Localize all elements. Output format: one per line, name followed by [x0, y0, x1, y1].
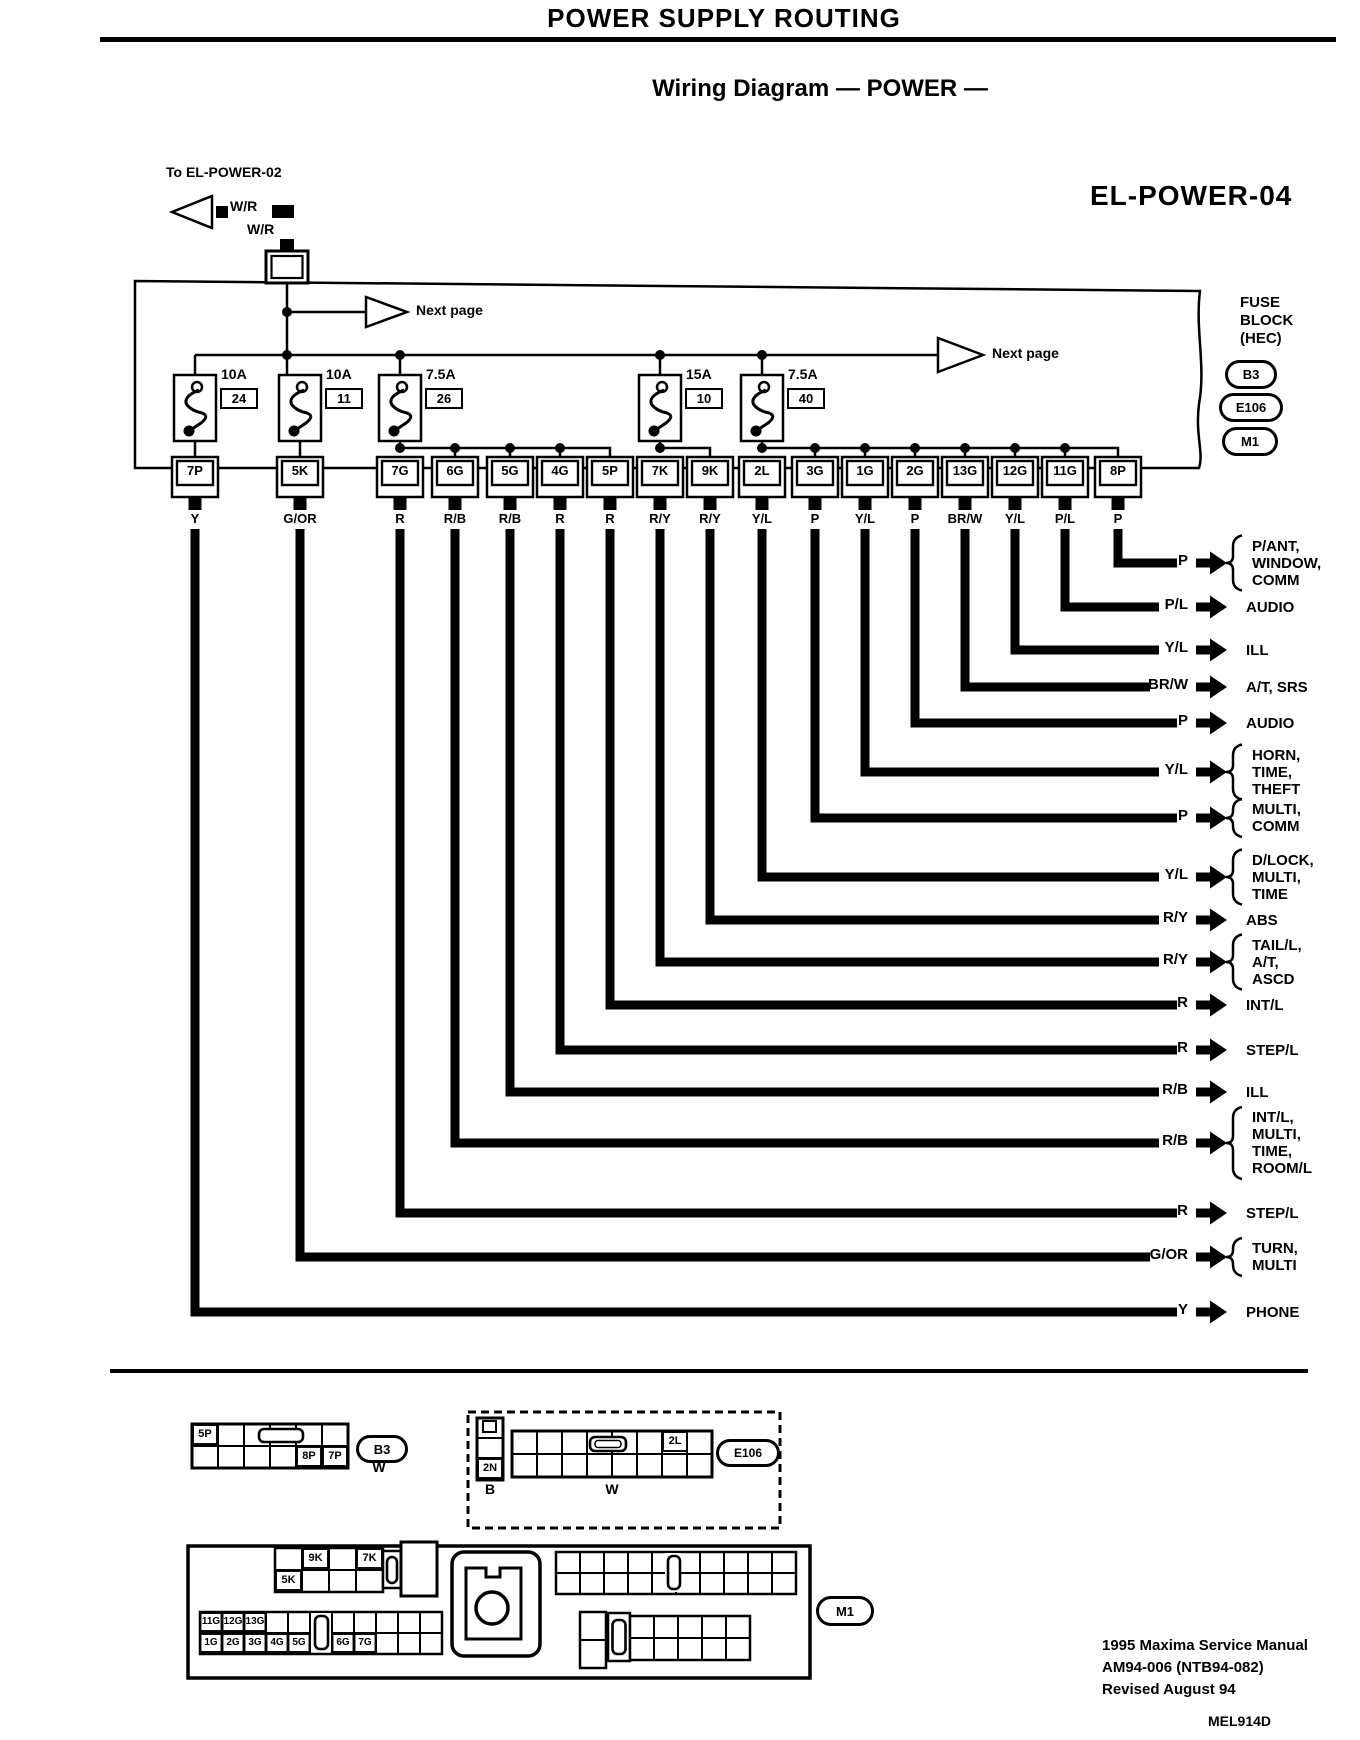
terminal-pin	[1009, 497, 1022, 510]
circuit-target-label: AUDIO	[1246, 598, 1295, 616]
pin-cell-label: 2G	[226, 1637, 240, 1648]
wire-color-label: P	[910, 511, 920, 526]
terminal-pin-label: 7P	[187, 463, 203, 478]
wire-color-label: R/Y	[699, 511, 721, 526]
brace	[1226, 1107, 1242, 1179]
terminal-pin-label: 5G	[501, 463, 519, 478]
wire-color-label: P	[810, 511, 820, 526]
junction-dot	[555, 443, 565, 453]
flow-arrow-icon	[1196, 1301, 1227, 1324]
terminal-pin-label: 2L	[754, 463, 770, 478]
circuit-wire	[400, 529, 1177, 1213]
wire-color-label: R	[555, 511, 565, 526]
terminal-pin	[1059, 497, 1072, 510]
figure-code: MEL914D	[1208, 1713, 1272, 1729]
circuit-color-label: P	[1177, 807, 1188, 824]
wire-color-label: G/OR	[283, 511, 317, 526]
circuit-color-label: Y/L	[1164, 639, 1188, 656]
circuit-target-label: TIME	[1252, 885, 1288, 903]
circuit-target-label: INT/L,	[1252, 1109, 1294, 1126]
circuit-target-label: COMM	[1252, 571, 1300, 589]
pin-cell-label: 5P	[198, 1428, 212, 1440]
flow-arrow-icon	[1196, 994, 1227, 1017]
terminal-pin	[449, 497, 462, 510]
fuse-rating-label: 15A	[686, 366, 712, 382]
circuit-target-label: TAIL/L,	[1252, 936, 1302, 954]
junction-dot	[960, 443, 970, 453]
m1-key-slot-c	[668, 1556, 680, 1589]
terminal-pin-label: 4G	[551, 463, 569, 478]
junction-dot	[810, 443, 820, 453]
b3-key-slot	[259, 1429, 303, 1442]
wire-color-label: R/B	[498, 511, 522, 526]
terminal-pin-label: 13G	[952, 463, 978, 478]
junction-dot	[655, 350, 665, 360]
pin-cell-label: 3G	[248, 1637, 262, 1648]
terminal-pin	[504, 497, 517, 510]
wire-pin	[216, 206, 228, 218]
circuit-color-label: R	[1177, 1039, 1188, 1056]
fuse-block-label-line3: (HEC)	[1240, 330, 1282, 347]
circuit-target-label: MULTI,	[1252, 1126, 1301, 1143]
circuit-target-label: TIME,	[1252, 763, 1292, 781]
circuit-target-label: STEP/L	[1246, 1041, 1299, 1059]
circuit-target-label: P/ANT,	[1252, 537, 1300, 555]
terminal-pin	[604, 497, 617, 510]
terminal-pin-label: 7K	[651, 463, 669, 478]
pin-cell-label: 4G	[270, 1637, 284, 1648]
junction-dot	[1010, 443, 1020, 453]
prev-page-arrow-icon	[172, 196, 212, 228]
terminal-pin	[959, 497, 972, 510]
brace	[1226, 935, 1242, 990]
terminal-pin-label: 1G	[856, 463, 874, 478]
wire-color-label: P/L	[1054, 511, 1076, 526]
circuit-color-label: Y/L	[1164, 761, 1188, 778]
terminal-pin-label: 2G	[906, 463, 924, 478]
pin-cell-label: 7P	[328, 1450, 342, 1462]
circuit-target-label: PHONE	[1246, 1303, 1300, 1321]
fuse-element	[649, 426, 660, 437]
terminal-pin	[809, 497, 822, 510]
pin-cell-label: 12G	[223, 1616, 243, 1627]
b3-color-code: W	[372, 1459, 386, 1475]
terminal-pin	[554, 497, 567, 510]
terminal-pin	[189, 497, 202, 510]
flow-arrow-icon	[1196, 1246, 1227, 1269]
pin-cell-label: 11G	[201, 1616, 221, 1627]
m1-ref-badge: M1	[816, 1596, 874, 1626]
fuse-rating-label: 7.5A	[788, 366, 818, 382]
circuit-target-label: A/T, SRS	[1246, 678, 1308, 696]
flow-arrow-icon	[1196, 712, 1227, 735]
fuse-element	[751, 426, 762, 437]
pin-cell-label: 7G	[358, 1637, 372, 1648]
circuit-color-label: R	[1177, 994, 1188, 1011]
connector-pin	[280, 239, 294, 251]
pin-cell-label: 2N	[482, 1462, 498, 1474]
next-page-g-label: Next page	[992, 345, 1059, 361]
wire-color-wr-bottom: W/R	[247, 221, 275, 237]
e106-color-code: W	[605, 1481, 619, 1497]
diagram-subtitle: Wiring Diagram — POWER —	[652, 75, 988, 102]
b3-ref-badge: B3	[356, 1435, 408, 1463]
pin-cell-label: 5G	[292, 1637, 306, 1648]
m1-key-slot-d	[613, 1620, 626, 1654]
next-page-arrow-g-icon	[938, 338, 983, 372]
circuit-target-label: HORN,	[1252, 746, 1301, 764]
circuit-wire	[660, 529, 1159, 962]
flow-arrow-icon	[1196, 552, 1227, 575]
circuit-color-label: R/Y	[1162, 951, 1188, 968]
circuit-target-label: WINDOW,	[1252, 554, 1322, 572]
terminal-pin-label: 6G	[446, 463, 464, 478]
pin-cell-label: 6G	[336, 1637, 350, 1648]
circuit-target-label: ASCD	[1252, 970, 1295, 988]
circuit-target-label: INT/L	[1246, 996, 1284, 1014]
circuit-target-label: ILL	[1246, 641, 1269, 659]
brace	[1226, 536, 1242, 591]
circuit-target-label: STEP/L	[1246, 1204, 1299, 1222]
fuse-block-label-line1: FUSE	[1240, 294, 1281, 311]
circuit-color-label: R/B	[1162, 1081, 1188, 1098]
wire-color-label: R	[395, 511, 405, 526]
terminal-pin-label: 3G	[806, 463, 824, 478]
circuit-color-label: BR/W	[1148, 676, 1188, 693]
circuit-target-label: MULTI	[1252, 1257, 1297, 1274]
source-reference-label: To EL-POWER-02	[166, 164, 282, 180]
pin-cell-label: 2L	[668, 1435, 682, 1447]
circuit-target-label: D/LOCK,	[1252, 851, 1314, 869]
junction-dot	[655, 443, 665, 453]
junction-dot	[910, 443, 920, 453]
fuse-number-label: 26	[425, 388, 463, 409]
wire-color-label: R	[605, 511, 615, 526]
m1-key-slot-b	[315, 1616, 328, 1649]
flow-arrow-icon	[1196, 676, 1227, 699]
circuit-color-label: R/Y	[1162, 909, 1188, 926]
fuse-number-label: 24	[220, 388, 258, 409]
fuse-rating-label: 7.5A	[426, 366, 456, 382]
terminal-pin-label: 8P	[1110, 463, 1126, 478]
fuse-rating-label: 10A	[221, 366, 247, 382]
wire-color-label: Y	[190, 511, 200, 526]
flow-arrow-icon	[1196, 596, 1227, 619]
flow-arrow-icon	[1196, 1039, 1227, 1062]
circuit-target-label: COMM	[1252, 818, 1300, 835]
circuit-target-label: ROOM/L	[1252, 1160, 1312, 1177]
terminal-pin	[704, 497, 717, 510]
wire-color-label: P	[1113, 511, 1123, 526]
e106-key-slot-inner	[595, 1441, 621, 1448]
fuse-block-ref-badge: E106	[1219, 393, 1283, 422]
footer-line3: Revised August 94	[1102, 1681, 1236, 1698]
wire-color-label: Y/L	[854, 511, 876, 526]
junction-dot	[282, 350, 292, 360]
junction-dot	[757, 350, 767, 360]
next-page-f-label: Next page	[416, 302, 483, 318]
circuit-color-label: P	[1177, 712, 1188, 729]
junction-dot	[860, 443, 870, 453]
flow-arrow-icon	[1196, 1081, 1227, 1104]
circuit-target-label: THEFT	[1252, 780, 1301, 798]
fuse-block-ref-badge: M1	[1222, 427, 1278, 456]
junction-dot	[450, 443, 460, 453]
wire-color-label: Y/L	[751, 511, 773, 526]
circuit-wire	[300, 529, 1150, 1257]
brace	[1226, 850, 1242, 905]
circuit-target-label: TURN,	[1252, 1240, 1298, 1257]
terminal-pin-label: 5K	[291, 463, 309, 478]
fuse-rating-label: 10A	[326, 366, 352, 382]
circuit-target-label: ABS	[1246, 911, 1278, 929]
circuit-color-label: P/L	[1164, 596, 1188, 613]
terminal-pin-label: 9K	[701, 463, 719, 478]
flow-arrow-icon	[1196, 951, 1227, 974]
fuse-element	[184, 426, 195, 437]
terminal-pin	[756, 497, 769, 510]
e106-left-color-code: B	[484, 1481, 496, 1497]
junction-dot	[395, 443, 405, 453]
brace	[1226, 799, 1242, 837]
pin-cell-label: 1G	[204, 1637, 218, 1648]
connector-2n-inner-box	[272, 256, 303, 278]
circuit-color-label: G/OR	[1149, 1246, 1188, 1263]
e106-notch	[483, 1421, 496, 1432]
terminal-pin-label: 12G	[1002, 463, 1028, 478]
pin-cell-label: 7K	[362, 1552, 377, 1564]
circuit-color-label: P	[1177, 552, 1188, 569]
fuse-element	[289, 426, 300, 437]
page-title: POWER SUPPLY ROUTING	[547, 3, 901, 33]
terminal-pin	[859, 497, 872, 510]
brace	[1226, 745, 1242, 800]
footer-line2: AM94-006 (NTB94-082)	[1102, 1659, 1264, 1676]
pin-cell-label: 13G	[245, 1616, 265, 1627]
terminal-pin	[909, 497, 922, 510]
fuse-number-label: 40	[787, 388, 825, 409]
flow-arrow-icon	[1196, 866, 1227, 889]
terminal-pin	[1112, 497, 1125, 510]
flow-arrow-icon	[1196, 639, 1227, 662]
flow-arrow-icon	[1196, 909, 1227, 932]
terminal-pin-label: 7G	[391, 463, 409, 478]
circuit-color-label: R	[1177, 1202, 1188, 1219]
fuse-block-label-line2: BLOCK	[1240, 312, 1294, 329]
fuse-number-label: 10	[685, 388, 723, 409]
circuit-color-label: R/B	[1162, 1132, 1188, 1149]
fuse-number-label: 11	[325, 388, 363, 409]
circuit-target-label: MULTI,	[1252, 801, 1301, 818]
junction-dot	[505, 443, 515, 453]
flow-arrow-icon	[1196, 1202, 1227, 1225]
next-page-arrow-f-icon	[366, 297, 407, 327]
pin-cell-label: 8P	[302, 1450, 316, 1462]
flow-arrow-icon	[1196, 807, 1227, 830]
flow-arrow-icon	[1196, 761, 1227, 784]
section-divider	[110, 1369, 1308, 1373]
flow-arrow-icon	[1196, 1132, 1227, 1155]
wire-stub	[272, 205, 294, 218]
wire-color-label: BR/W	[947, 511, 983, 526]
terminal-pin-label: 11G	[1053, 463, 1077, 478]
circuit-target-label: AUDIO	[1246, 714, 1295, 732]
wire-color-wr-top: W/R	[230, 198, 258, 214]
wire-color-label: R/B	[443, 511, 467, 526]
terminal-pin	[394, 497, 407, 510]
circuit-color-label: Y/L	[1164, 866, 1188, 883]
m1-large-cell	[401, 1542, 437, 1596]
brace	[1226, 1238, 1242, 1276]
terminal-pin	[294, 497, 307, 510]
circuit-wire	[610, 529, 1177, 1005]
circuit-color-label: Y	[1177, 1301, 1188, 1318]
wire-color-label: R/Y	[649, 511, 671, 526]
m1-key-slot-a	[387, 1557, 397, 1583]
wire-color-label: Y/L	[1004, 511, 1026, 526]
terminal-pin	[654, 497, 667, 510]
footer-line1: 1995 Maxima Service Manual	[1102, 1637, 1308, 1654]
circuit-wire	[1015, 529, 1159, 650]
diagram-code: EL-POWER-04	[1090, 180, 1293, 211]
circuit-target-label: TIME,	[1252, 1143, 1292, 1160]
fuse-element	[389, 426, 400, 437]
circuit-target-label: ILL	[1246, 1083, 1269, 1101]
circuit-target-label: MULTI,	[1252, 868, 1301, 886]
terminal-pin-label: 5P	[602, 463, 618, 478]
e106-ref-badge: E106	[716, 1439, 780, 1467]
junction-dot	[757, 443, 767, 453]
junction-dot	[1060, 443, 1070, 453]
pin-cell-label: 9K	[308, 1552, 323, 1564]
pin-cell-label: 5K	[281, 1574, 296, 1586]
junction-dot	[282, 307, 292, 317]
circuit-target-label: A/T,	[1252, 953, 1279, 971]
junction-dot	[395, 350, 405, 360]
fuse-block-ref-badge: B3	[1225, 360, 1277, 389]
